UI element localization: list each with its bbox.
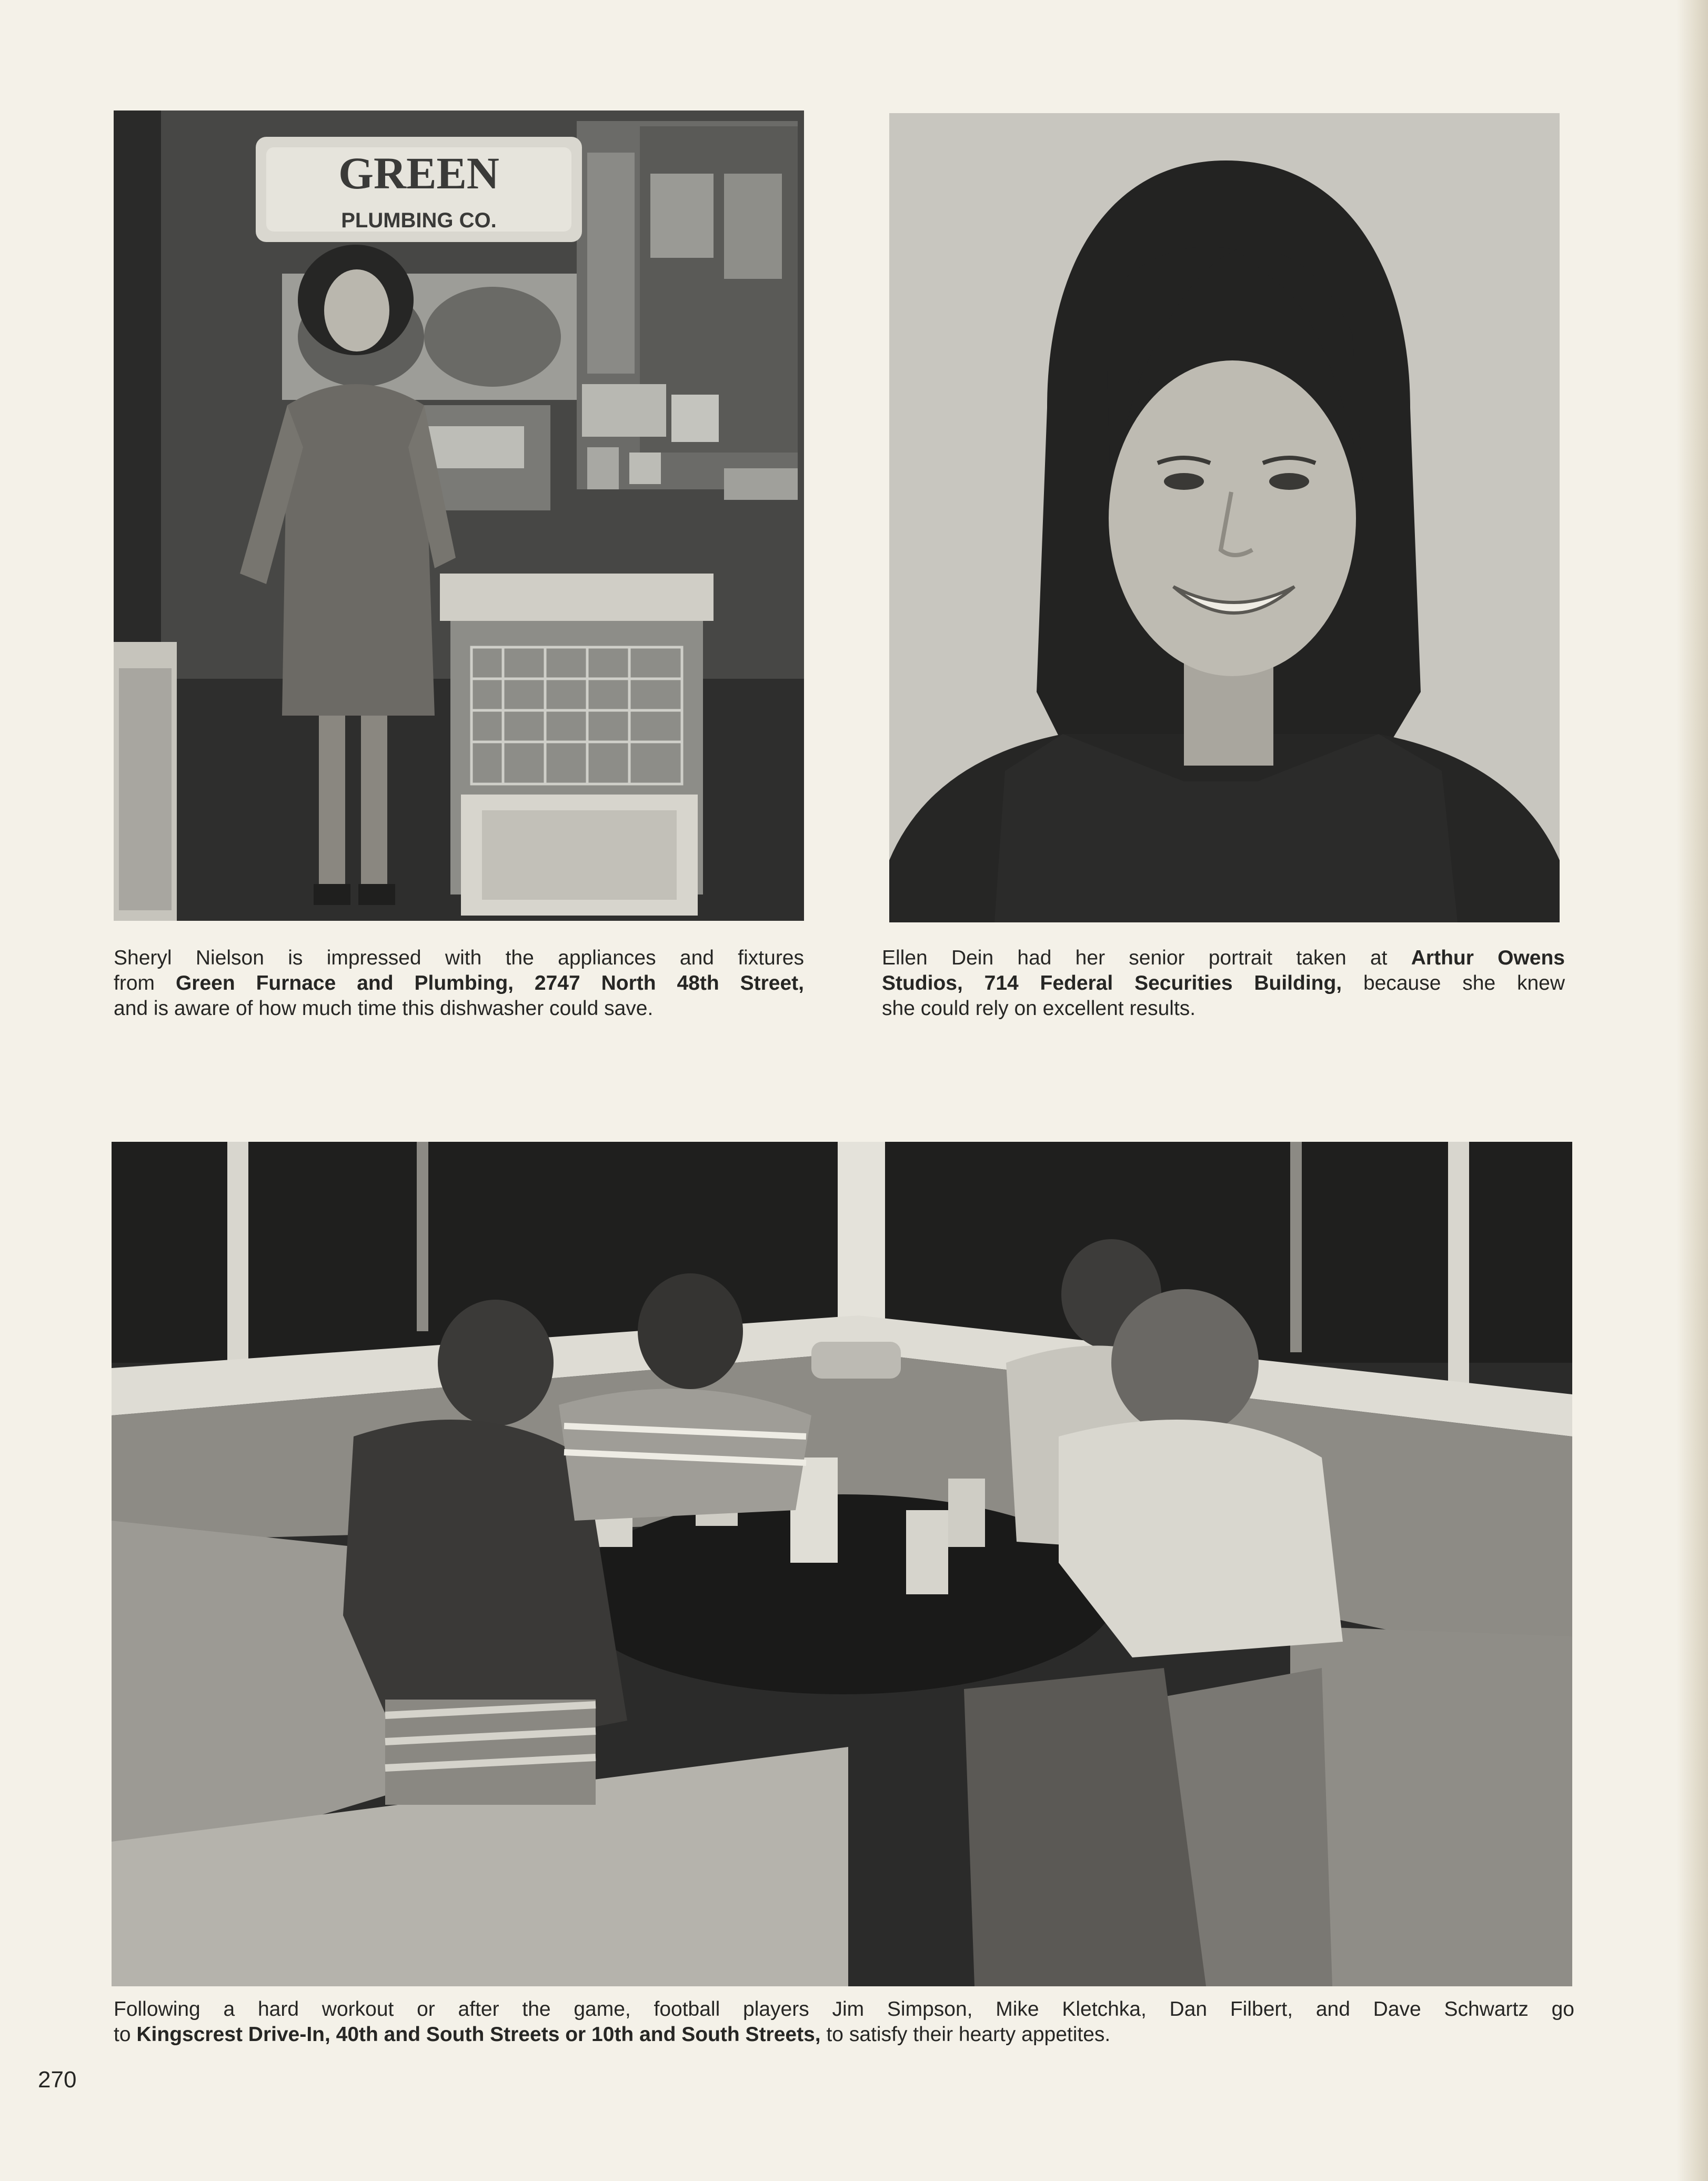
caption-portrait-line-2: [882, 971, 1565, 996]
caption-portrait-line-3: she could rely on excellent results.: [882, 997, 1196, 1020]
caption-drive-in-business: Kingscrest Drive-In, 40th and South Streets or 10th and South Streets,: [136, 2023, 821, 2046]
photo-senior-portrait: [889, 113, 1560, 922]
sign-title: GREEN: [338, 148, 499, 198]
caption-dishwasher-line-1: Sheryl Nielson is impressed with the appliances and fixtures: [114, 947, 804, 969]
caption-drive-in-line-2-post: to satisfy their hearty appetites.: [820, 2023, 1111, 2046]
caption-portrait-line-1: [882, 946, 1565, 971]
caption-dishwasher: [114, 946, 804, 1021]
caption-portrait-line-2-post: because she knew: [1342, 972, 1565, 994]
photo-drive-in-booth: [112, 1142, 1572, 1986]
showroom-illustration: [114, 110, 804, 921]
photo-dishwasher-showroom: [114, 110, 804, 921]
caption-drive-in: [114, 1997, 1574, 2047]
caption-portrait-business-1: Arthur Owens: [1411, 947, 1565, 969]
sign-subtitle: PLUMBING CO.: [341, 209, 497, 232]
caption-dishwasher-line-2-pre: from: [114, 972, 176, 994]
caption-drive-in-line-2: [114, 2022, 1574, 2047]
caption-drive-in-line-2-pre: to: [114, 2023, 137, 2046]
caption-dishwasher-line-3: and is aware of how much time this dishwasher could save.: [114, 997, 654, 1020]
portrait-illustration: [889, 113, 1560, 922]
caption-drive-in-line-1: Following a hard workout or after the game, football players Jim Simpson, Mike Kletchka, Dan Filbert, and Dave Schwartz go: [114, 1998, 1574, 2021]
page-edge: [1676, 0, 1708, 2181]
caption-dishwasher-line-2: [114, 971, 804, 996]
caption-portrait-line-1-pre: Ellen Dein had her senior portrait taken at: [882, 947, 1411, 969]
page-number: 270: [38, 2067, 77, 2093]
caption-dishwasher-business: Green Furnace and Plumbing, 2747 North 48th Street,: [175, 972, 804, 994]
booth-illustration: [112, 1142, 1572, 1986]
caption-portrait: [882, 946, 1565, 1021]
caption-portrait-business-2: Studios, 714 Federal Securities Building,: [882, 972, 1342, 994]
